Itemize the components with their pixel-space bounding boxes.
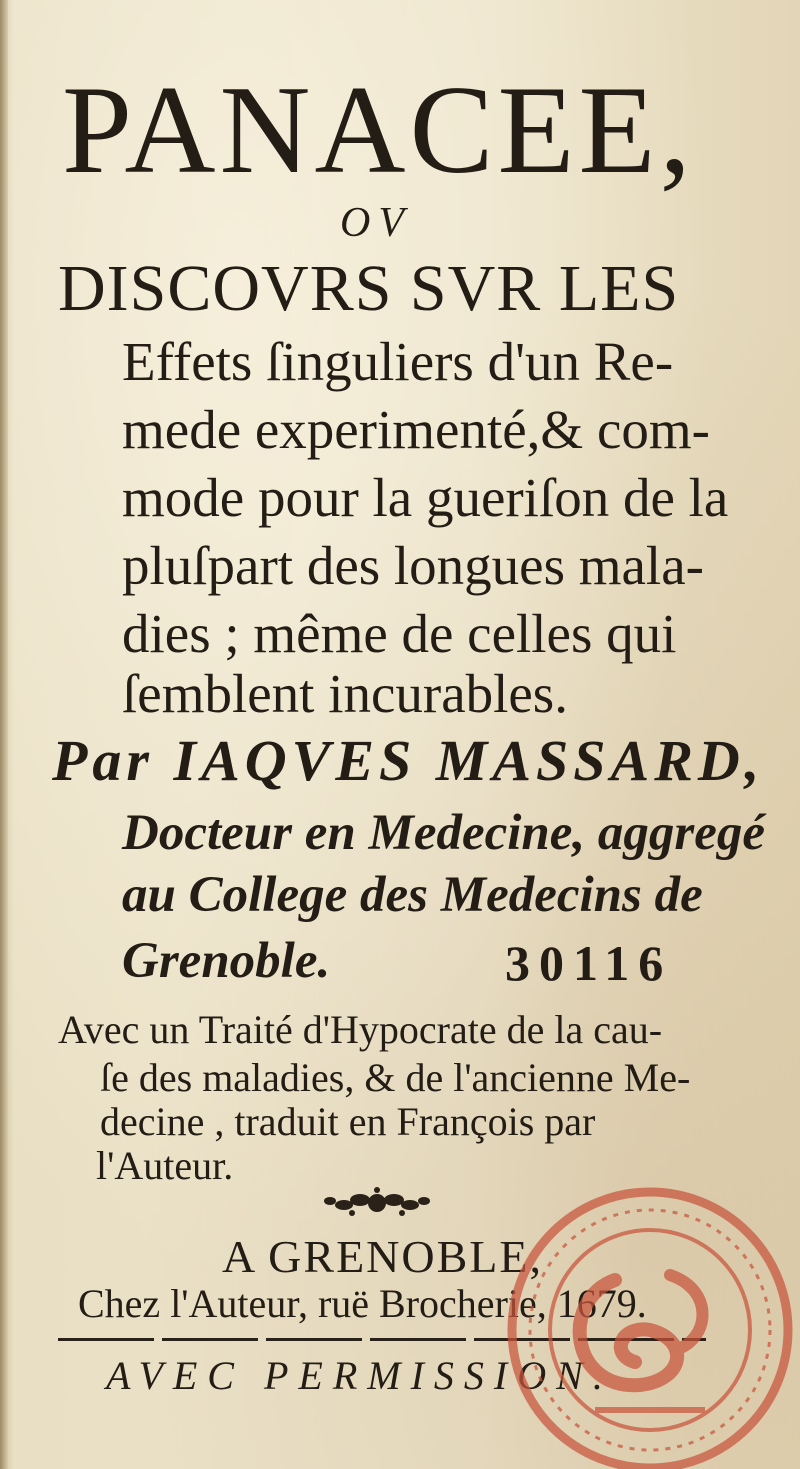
description-line: Effets ſinguliers d'un Re-: [122, 331, 674, 392]
page-edge: [0, 0, 8, 1469]
description-line: pluſpart des longues mala-: [122, 535, 704, 596]
imprint-city: A GRENOBLE,: [222, 1231, 543, 1282]
supplement-line: l'Auteur.: [96, 1143, 234, 1188]
library-stamp-icon: [500, 1180, 800, 1469]
supplement-line: Avec un Traité d'Hypocrate de la cau-: [58, 1007, 663, 1052]
supplement-line: ſe des maladies, & de l'ancienne Me-: [100, 1055, 691, 1100]
title-conjunction: OV: [340, 200, 412, 246]
supplement-line: decine , traduit en François par: [100, 1099, 596, 1144]
author-credentials-line: au College des Medecins de: [122, 867, 703, 923]
imprint-publisher: Chez l'Auteur, ruë Brocherie, 1679.: [78, 1281, 647, 1326]
author-credentials-line: Grenoble.: [122, 933, 331, 989]
description-line: mede experimenté,& com-: [122, 399, 710, 460]
permission-line: AVEC PERMISSION.: [106, 1353, 613, 1398]
title-discours: DISCOVRS SVR LES: [58, 252, 680, 325]
description-line: ſemblent incurables.: [122, 663, 568, 724]
author-byline: Par IAQVES MASSARD,: [52, 728, 765, 793]
description-line: mode pour la gueriſon de la: [122, 467, 729, 528]
author-credentials-line: Docteur en Medecine, aggregé: [122, 805, 766, 861]
description-line: dies ; même de celles qui: [122, 603, 677, 664]
fleuron-ornament-icon: [322, 1186, 432, 1220]
catalog-number: 30116: [505, 935, 673, 991]
title-main: PANACEE,: [62, 61, 695, 200]
